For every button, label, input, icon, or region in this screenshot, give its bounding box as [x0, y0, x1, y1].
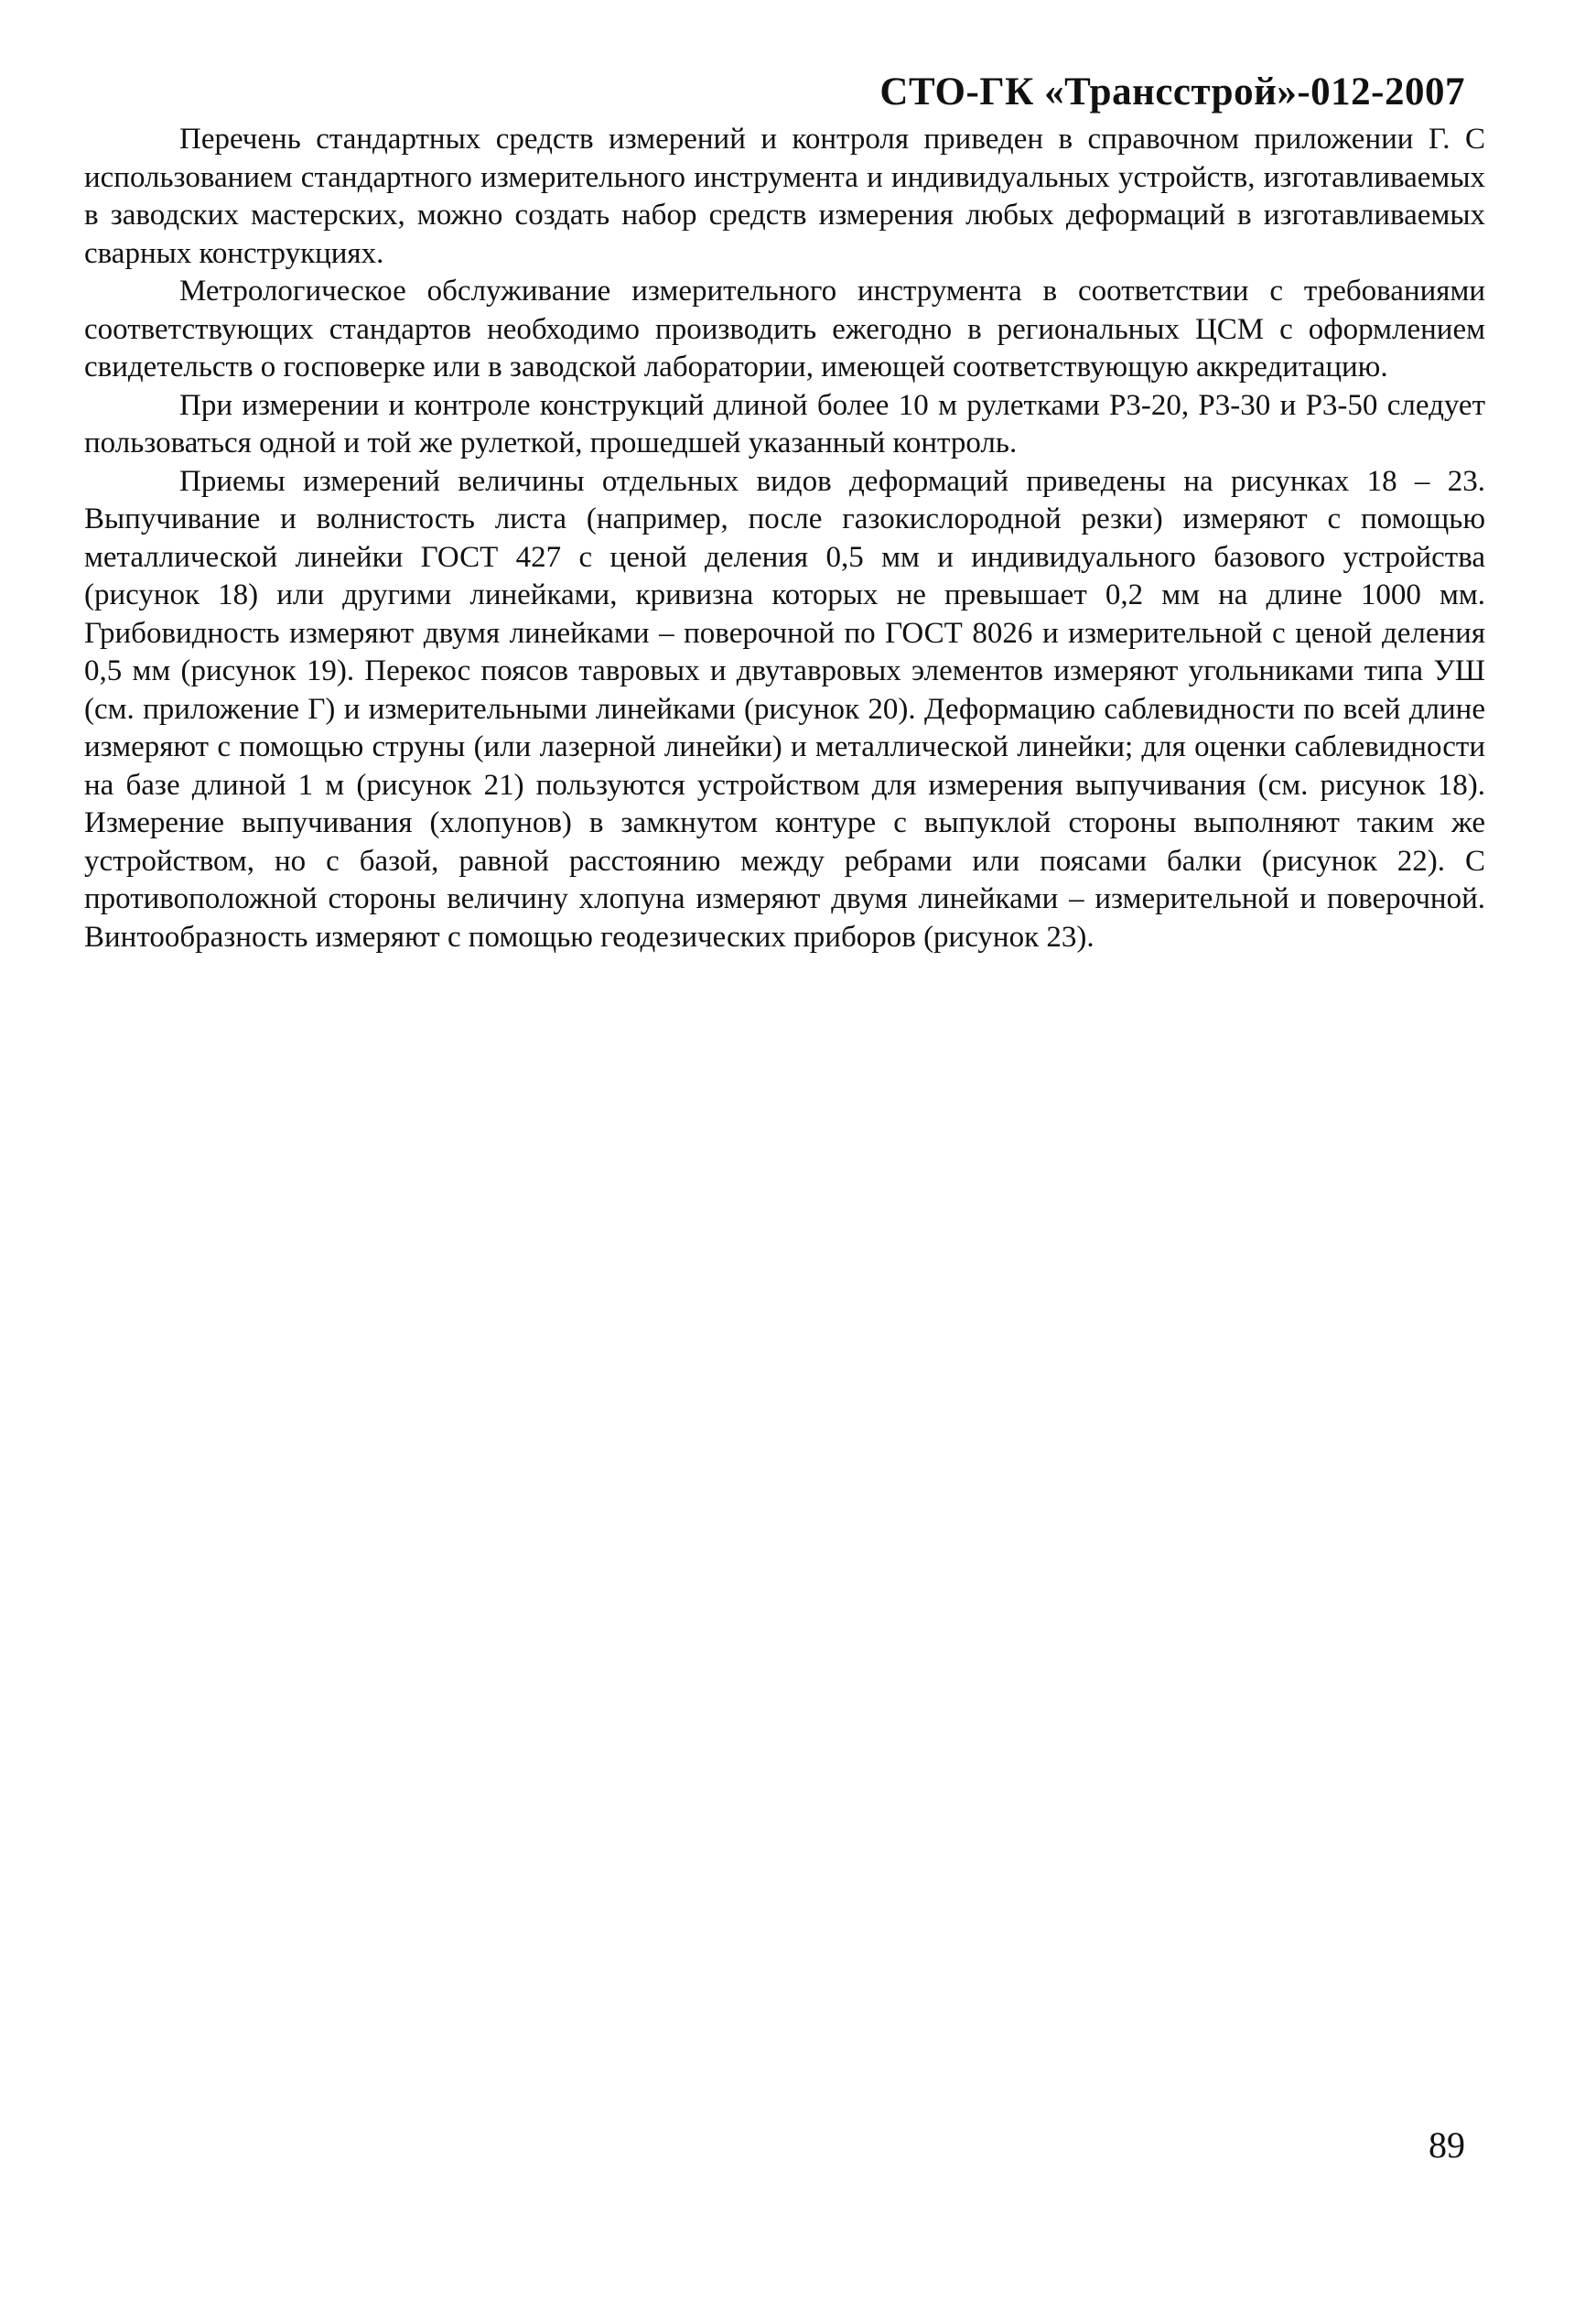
paragraph-tape-measures: При измерении и контроле конструкций длиной более 10 м рулетками Р3-20, Р3-30 и Р3-50 следует пользоваться одной и той же рулеткой, прошедшей указанный контроль. — [84, 388, 1485, 459]
page-number: 89 — [1429, 2124, 1465, 2166]
body-text — [84, 121, 1485, 956]
paragraph-measuring-tools-list: Перечень стандартных средств измерений и контроля приведен в справочном приложении Г. С использованием стандартного измерительного инструмента и индивидуальных устройств, изготавливаемых в заводских мастерских, можно создать набор средств измерения любых деформаций в изготавливаемых сварных конструкциях. — [84, 123, 1485, 270]
document-code-header: СТО-ГК «Трансстрой»-012-2007 — [879, 70, 1465, 113]
paragraph-metrological-service: Метрологическое обслуживание измерительного инструмента в соответствии с требованиями соответствующих стандартов необходимо производить ежегодно в региональных ЦСМ с оформлением свидетельств о госповерке или в заводской лаборатории, имеющей соответствующую аккредитацию. — [84, 275, 1485, 384]
paragraph-deformation-measurement: Приемы измерений величины отдельных видов деформаций приведены на рисунках 18 – 23. Выпучивание и волнистость листа (например, после газокислородной резки) измеряют с помощью металлической линейки ГОСТ 427 с ценой деления 0,5 мм и индивидуального базового устройства (рисунок 18) или другими линейками, кривизна которых не превышает 0,2 мм на длине 1000 мм. Грибовидность измеряют двумя линейками – поверочной по ГОСТ 8026 и измерительной с ценой деления 0,5 мм (рисунок 19). Перекос поясов тавровых и двутавровых элементов измеряют угольниками типа УШ (см. приложение Г) и измерительными линейками (рисунок 20). Деформацию саблевидности по всей длине измеряют с помощью струны (или лазерной линейки) и металлической линейки; для оценки саблевидности на базе длиной 1 м (рисунок 21) пользуются устройством для измерения выпучивания (см. рисунок 18). Измерение выпучивания (хлопунов) в замкнутом контуре с выпуклой стороны выполняют таким же устройством, но с базой, равной расстоянию между ребрами или поясами балки (рисунок 22). С противоположной стороны величину хлопуна измеряют двумя линейками – измерительной и поверочной. Винтообразность измеряют с помощью геодезических приборов (рисунок 23). — [84, 464, 1485, 954]
